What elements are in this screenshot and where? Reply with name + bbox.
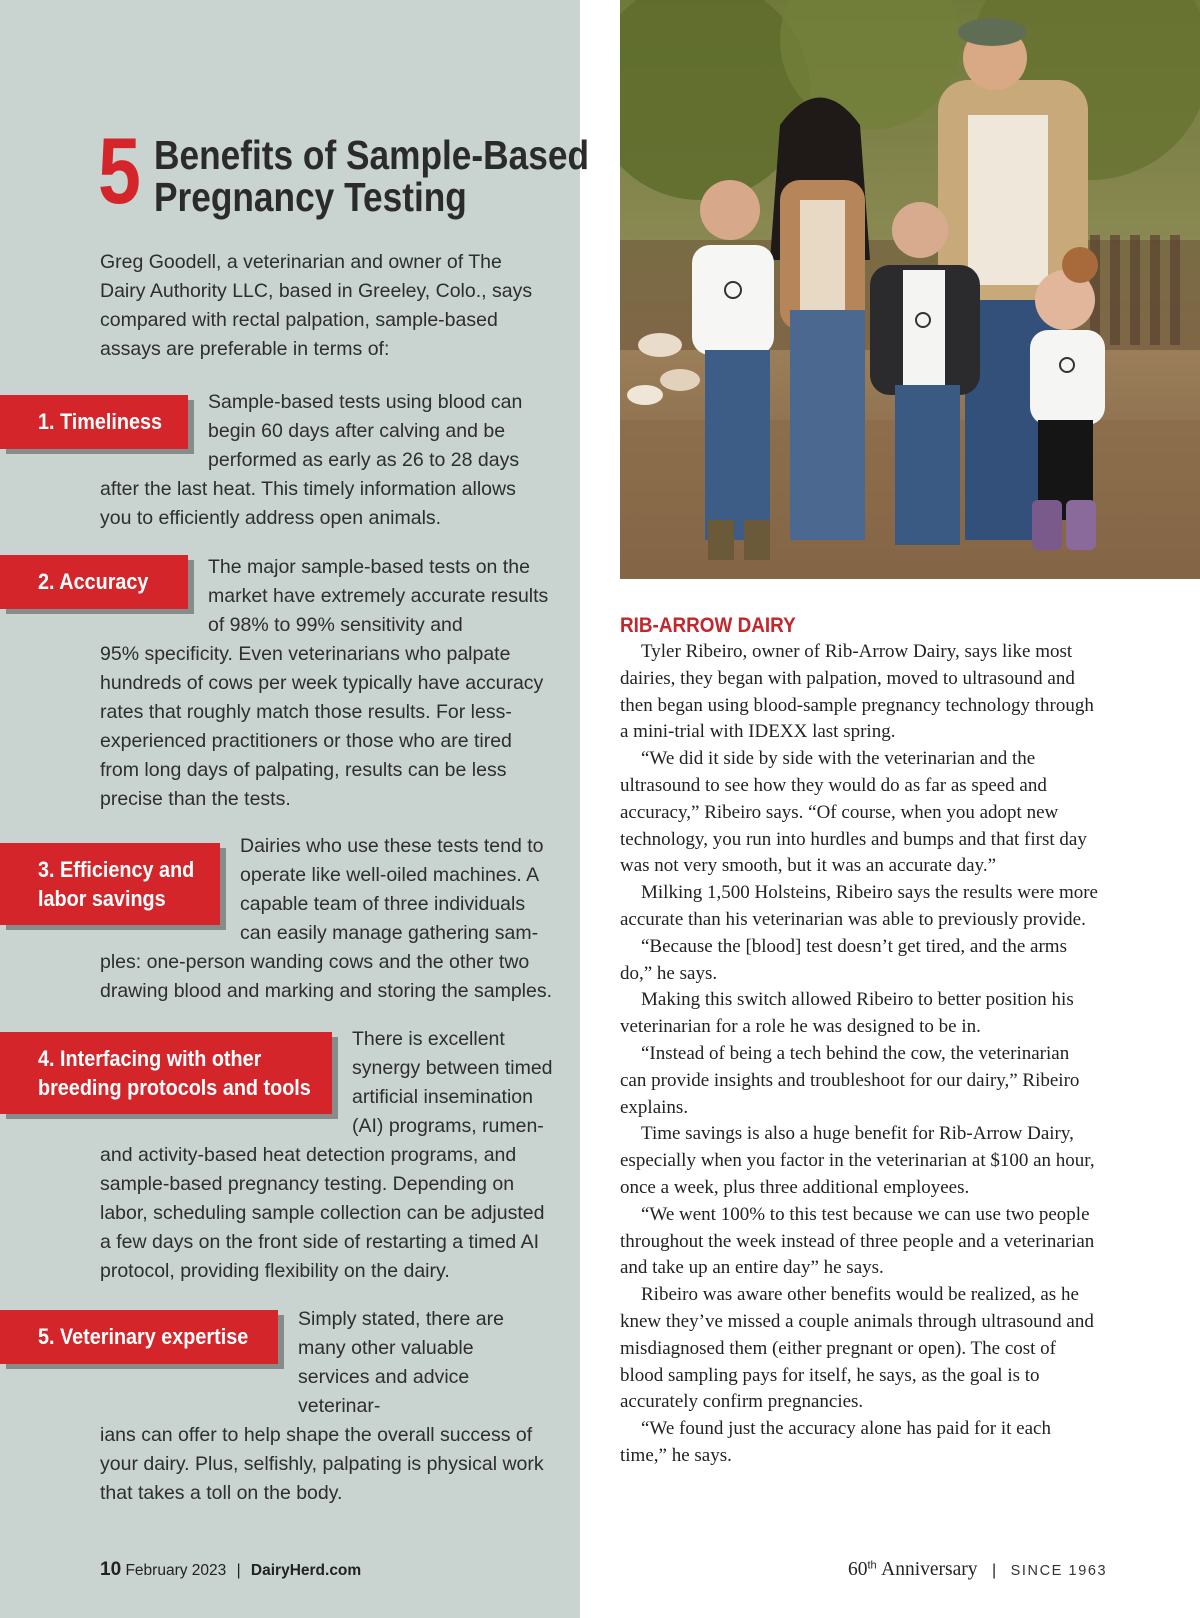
page-number: 10 (100, 1559, 122, 1580)
benefit-flow-text: 95% specificity. Even veterinarians who palpate hundreds of cows per week typically have accuracy rates that roughly match those results. For less-experienced practitioners or those who are tired from long days of palpating, results can be less precise than the tests. (100, 643, 544, 810)
benefit-label-text: 5. Veterinary expertise (38, 1324, 249, 1349)
benefit-side-text: Sample-based tests using blood can begin 60 days after calving and be performed as early as 26 to 28 days (208, 391, 523, 471)
article-heading: RIB-ARROW DAIRY (620, 614, 796, 637)
benefit-side-text: There is excellent synergy between timed artificial insemination (AI) programs, rumen- (352, 1028, 553, 1137)
benefit-flow-text: after the last heat. This timely information allows you to efficiently address open animals. (100, 478, 516, 529)
article-paragraph: Ribeiro was aware other benefits would be realized, as he knew they’ve missed a couple animals through ultrasound and misdiagnosed them (either pregnant or open). The cost of blood sampling pays for itself, he says, as the goal is to accurately confirm pregnancies. (620, 1284, 1094, 1413)
article-paragraph: “We went 100% to this test because we can use two people throughout the week instead of three people and a veterinarian and take up an entire day” he says. (620, 1203, 1095, 1279)
footer-right (848, 1559, 1107, 1581)
site-name: DairyHerd.com (250, 1562, 362, 1579)
benefit-text-veterinary (100, 1305, 550, 1508)
benefit-flow-text: and activity-based heat detection programs, and sample-based pregnancy testing. Depending on labor, scheduling sample collection can be adjusted a few days on the front side of restarting a timed AI protocol, providing flexibility on the dairy. (100, 1144, 545, 1282)
benefit-label-line-2: breeding protocols and tools (38, 1075, 311, 1100)
benefit-side-text: The major sample-based tests on the market have extremely accurate results of 98% to 99% sensitivity and (208, 556, 549, 636)
title-number: 5 (98, 118, 141, 223)
article-rib-arrow (620, 614, 1100, 1470)
benefit-text-accuracy (100, 553, 550, 814)
article-paragraph: Tyler Ribeiro, owner of Rib-Arrow Dairy, says like most dairies, they began with palpation, moved to ultrasound and then began using blood-sample pregnancy technology through a mini-trial with IDEXX last spring. (620, 641, 1094, 743)
since-year: SINCE 1963 (1010, 1563, 1108, 1579)
benefit-label-text: 2. Accuracy (38, 569, 149, 594)
sidebar-intro: Greg Goodell, a veterinarian and owner of The Dairy Authority LLC, based in Greeley, Colo., says compared with rectal palpation, sample-based assays are preferable in terms of: (100, 251, 533, 360)
article-paragraph: Making this switch allowed Ribeiro to better position his veterinarian for a role he was designed to be in. (620, 989, 1074, 1038)
footer-separator: | (991, 1562, 997, 1579)
article-body (620, 639, 1100, 1470)
article-paragraph: “Instead of being a tech behind the cow, the veterinarian can provide insights and troubleshoot for our dairy,” Ribeiro explains. (620, 1042, 1080, 1118)
benefit-label-text: 1. Timeliness (38, 409, 163, 434)
benefit-label-line-1: 4. Interfacing with other (38, 1046, 262, 1071)
benefit-text-timeliness (100, 388, 552, 533)
article-paragraph: “Because the [blood] test doesn’t get tired, and the arms do,” he says. (620, 935, 1067, 984)
anniversary-word: Anniversary (881, 1559, 978, 1580)
footer-separator: | (236, 1562, 241, 1579)
article-paragraph: Time savings is also a huge benefit for Rib-Arrow Dairy, especially when you factor in the veterinarian at $100 an hour, once a week, plus three additional employees. (620, 1123, 1095, 1198)
family-photo-illustration (620, 0, 1200, 579)
title-text (154, 134, 601, 218)
sidebar-panel (0, 0, 589, 1618)
article-paragraph: Milking 1,500 Holsteins, Ribeiro says the results were more accurate than his veterinarian was able to previously provide. (620, 882, 1098, 930)
title-line-1: Benefits of Sample-Based (154, 132, 589, 178)
benefit-side-text: Dairies who use these tests tend to operate like well-oiled machines. A capable team of three individuals can easily manage gathering sam- (240, 835, 544, 944)
footer-left (100, 1559, 361, 1581)
article-paragraph: “We did it side by side with the veterinarian and the ultrasound to see how they would do as far as speed and accuracy,” Ribeiro says. “Of course, when you adopt new technology, you run into hurdles and bumps and that first day was not very smooth, but it was an accurate day.” (620, 748, 1087, 877)
anniversary-number: 60 (848, 1559, 868, 1580)
benefit-text-efficiency (100, 832, 555, 1006)
article-paragraph: “We found just the accuracy alone has paid for it each time,” he says. (620, 1418, 1051, 1466)
anniversary-suffix: th (867, 1559, 877, 1572)
benefit-text-interfacing (100, 1025, 555, 1286)
benefit-flow-text: ples: one-person wanding cows and the other two drawing blood and marking and storing the samples. (100, 951, 553, 1002)
sidebar-title (98, 118, 589, 223)
title-line-2: Pregnancy Testing (154, 174, 467, 220)
family-photo (620, 0, 1200, 579)
benefit-flow-text: ians can offer to help shape the overall success of your dairy. Plus, selfishly, palpating is physical work that takes a toll on the body. (100, 1424, 544, 1504)
issue-date: February 2023 (125, 1562, 227, 1579)
benefit-label-line-2: labor savings (38, 886, 166, 911)
benefit-side-text: Simply stated, there are many other valuable services and advice veterinar- (298, 1308, 504, 1417)
benefit-label-line-1: 3. Efficiency and (38, 857, 195, 882)
